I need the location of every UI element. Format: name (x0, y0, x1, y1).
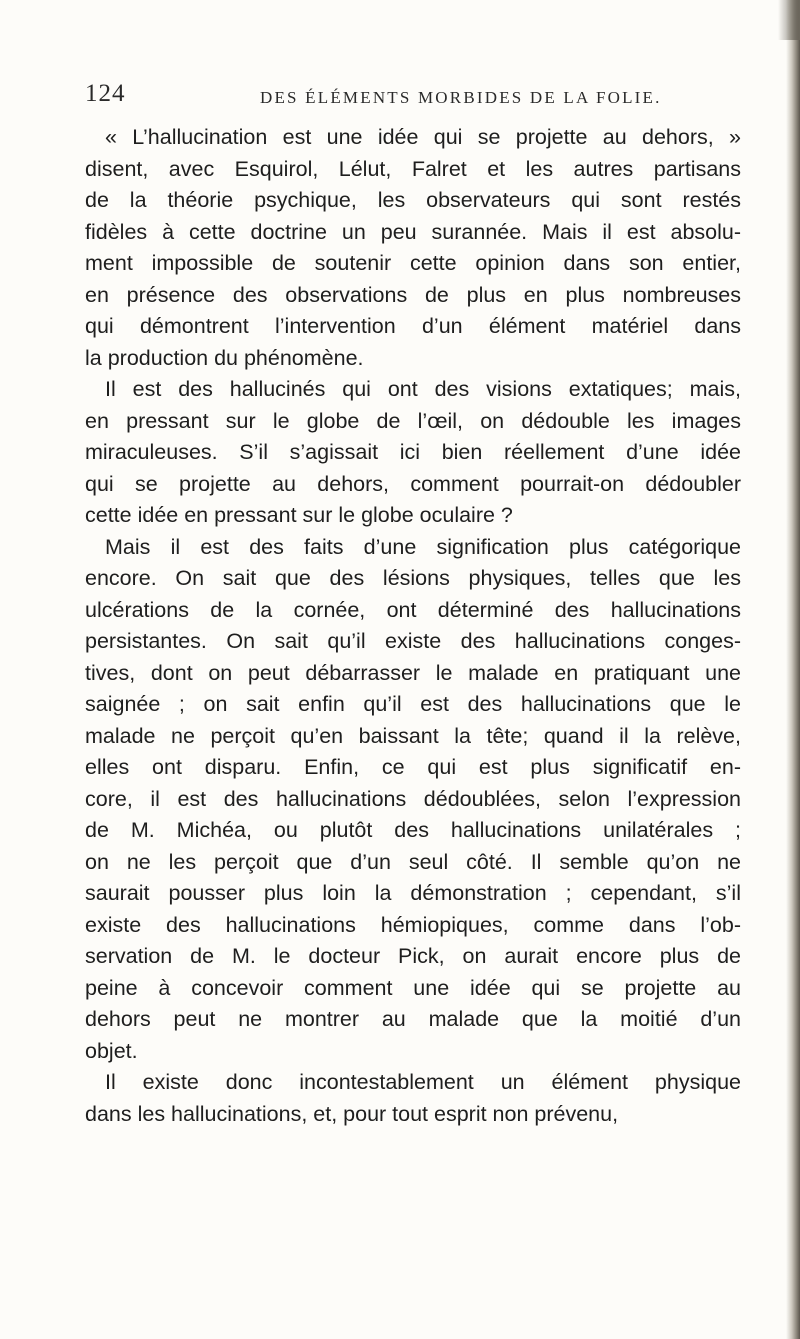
page-edge-shadow (786, 0, 800, 1339)
text-line: de M. Michéa, ou plutôt des hallucinations unilatérales ; (85, 818, 741, 842)
text-line: qui démontrent l’intervention d’un élément matériel dans (85, 314, 741, 338)
text-line: fidèles à cette doctrine un peu surannée. Mais il est absolu- (85, 219, 741, 244)
text-line: la production du phénomène. (85, 345, 364, 370)
text-line: cette idée en pressant sur le globe oculaire ? (85, 503, 513, 527)
text-line: « L’hallucination est une idée qui se projette au dehors, » (105, 125, 741, 149)
page-number: 124 (85, 80, 126, 107)
page-edge-shadow-top (778, 0, 800, 40)
paragraph (85, 374, 741, 532)
text-line: dehors peut ne montrer au malade que la moitié d’un (85, 1007, 741, 1031)
text-line: on ne les perçoit que d’un seul côté. Il semble qu’on ne (85, 849, 741, 874)
text-line: qui se projette au dehors, comment pourrait-on dédoubler (85, 471, 741, 496)
text-line: Il est des hallucinés qui ont des visions extatiques; mais, (105, 377, 741, 401)
text-line: existe des hallucinations hémiopiques, comme dans l’ob- (85, 912, 741, 937)
text-line: peine à concevoir comment une idée qui se projette au (85, 975, 741, 1000)
text-line: elles ont disparu. Enfin, ce qui est plus significatif en- (85, 755, 741, 779)
text-line: encore. On sait que des lésions physiques, telles que les (85, 566, 741, 590)
paragraph (85, 532, 741, 1068)
text-line: tives, dont on peut débarrasser le malade en pratiquant une (85, 660, 741, 685)
text-line: dans les hallucinations, et, pour tout esprit non prévenu, (85, 1101, 619, 1126)
text-line: objet. (85, 1038, 138, 1063)
text-line: servation de M. le docteur Pick, on aurait encore plus de (85, 944, 741, 968)
text-line: en présence des observations de plus en plus nombreuses (85, 282, 741, 307)
text-line: Il existe donc incontestablement un élément physique (105, 1070, 741, 1094)
text-line: ment impossible de soutenir cette opinion dans son entier, (85, 251, 741, 275)
text-line: saurait pousser plus loin la démonstration ; cependant, s’il (85, 881, 741, 905)
text-line: Mais il est des faits d’une signification plus catégorique (105, 534, 741, 559)
text-line: de la théorie psychique, les observateurs qui sont restés (85, 188, 741, 212)
text-line: persistantes. On sait qu’il existe des hallucinations conges- (85, 629, 741, 653)
text-line: disent, avec Esquirol, Lélut, Falret et les autres partisans (85, 156, 741, 181)
body-text (85, 122, 741, 1130)
text-line: saignée ; on sait enfin qu’il est des hallucinations que le (85, 692, 741, 716)
text-line: en pressant sur le globe de l’œil, on dédouble les images (85, 408, 741, 433)
page-header (85, 80, 745, 120)
paragraph (85, 1067, 741, 1130)
text-line: core, il est des hallucinations dédoublées, selon l’expression (85, 786, 741, 811)
text-line: malade ne perçoit qu’en baissant la tête; quand il la relève, (85, 723, 741, 748)
text-line: ulcérations de la cornée, ont déterminé des hallucinations (85, 597, 741, 622)
paragraph (85, 122, 741, 374)
running-head: DES ÉLÉMENTS MORBIDES DE LA FOLIE. (260, 88, 662, 107)
text-line: miraculeuses. S’il s’agissait ici bien réellement d’une idée (85, 440, 741, 464)
